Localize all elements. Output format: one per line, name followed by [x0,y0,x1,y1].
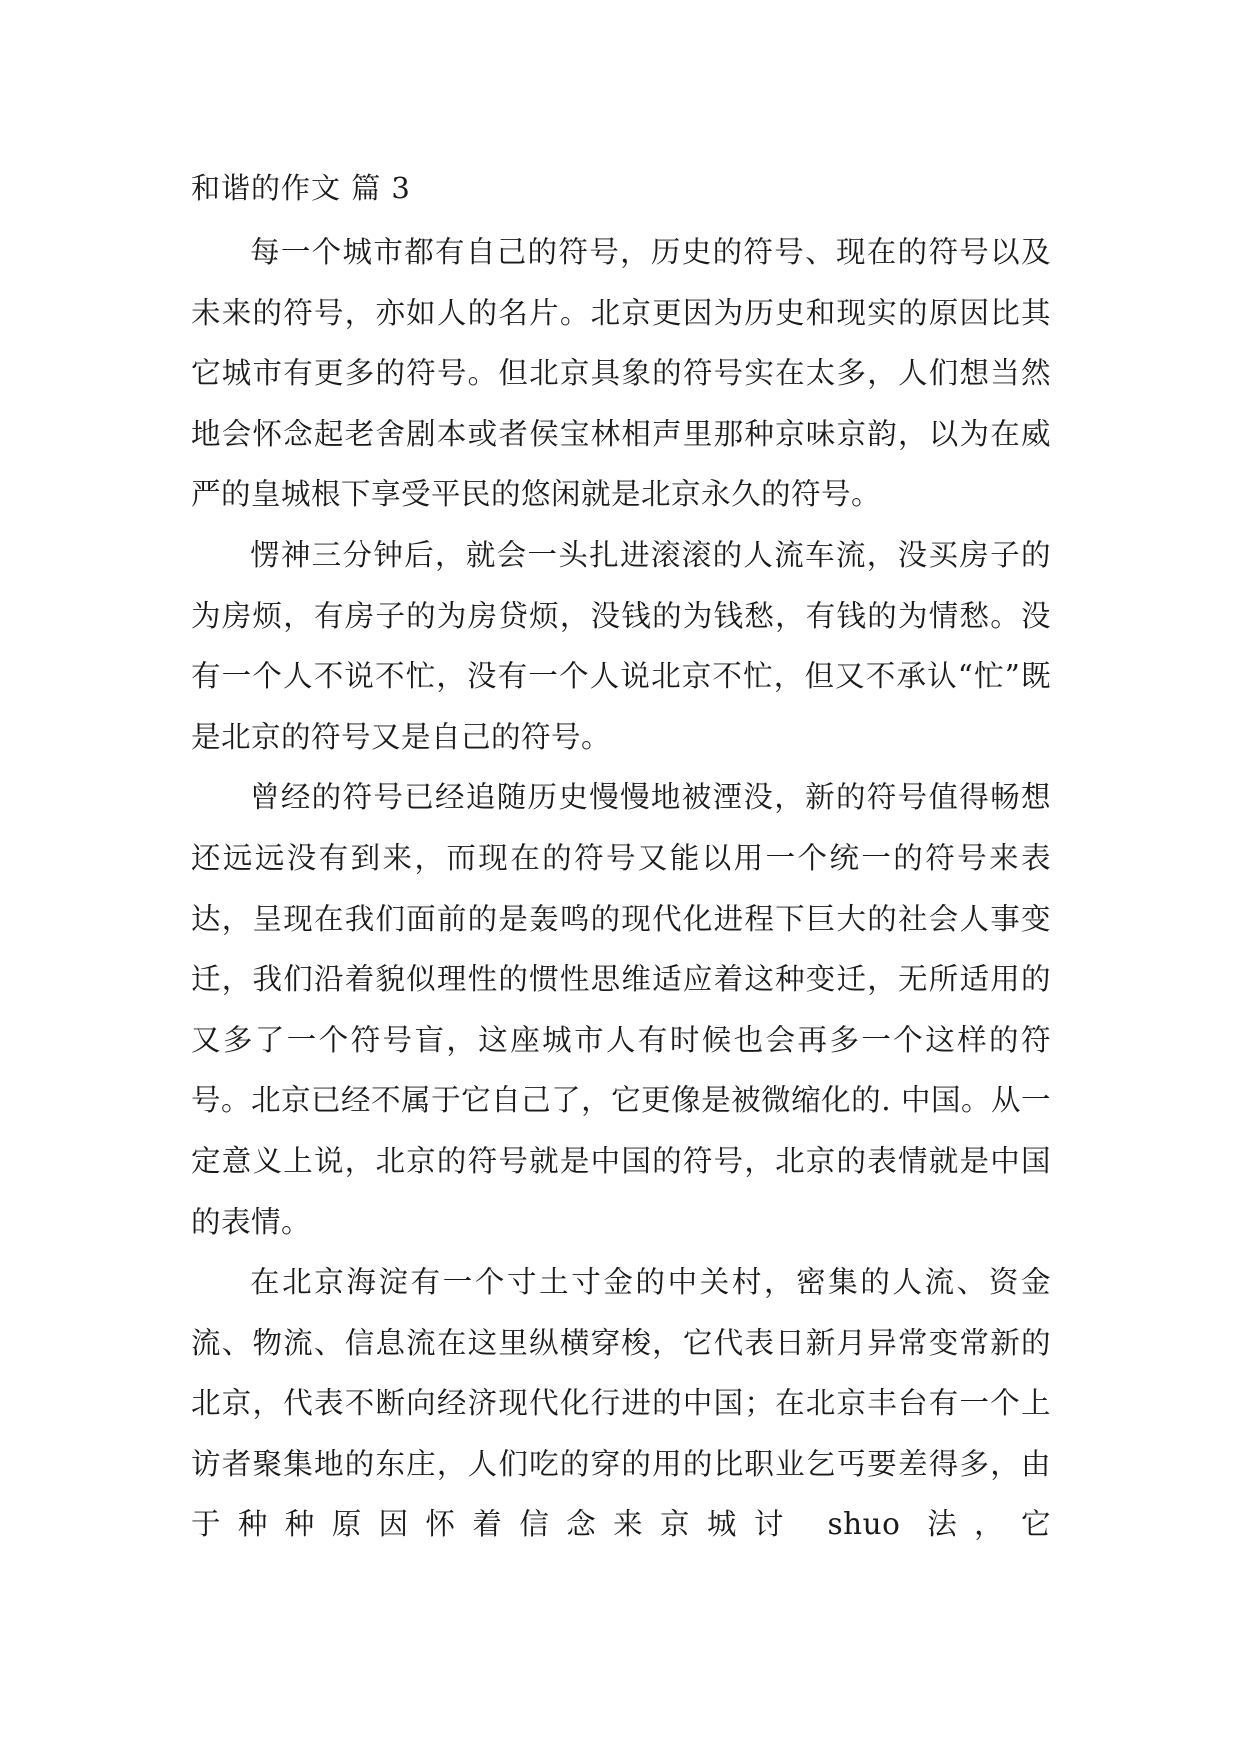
paragraph-4: 在北京海淀有一个寸土寸金的中关村，密集的人流、资金流、物流、信息流在这里纵横穿梭，它代表日新月异常变常新的北京，代表不断向经济现代化行进的中国；在北京丰台有一个上访者聚集地的东庄，人们吃的穿的用的比职业乞丐要差得多，由于种种原因怀着信念来京城讨 shuo 法，它 [191,1265,1051,1542]
document-title: 和谐的作文 篇 3 [191,171,411,205]
document-body [191,160,1051,1555]
paragraph-2: 愣神三分钟后，就会一头扎进滚滚的人流车流，没买房子的为房烦，有房子的为房贷烦，没钱的为钱愁，有钱的为情愁。没有一个人不说不忙，没有一个人说北京不忙，但又不承认“忙”既是北京的符号又是自己的符号。 [191,537,1051,754]
paragraph-3: 曾经的符号已经追随历史慢慢地被湮没，新的符号值得畅想还远远没有到来，而现在的符号又能以用一个统一的符号来表达，呈现在我们面前的是轰鸣的现代化进程下巨大的社会人事变迁，我们沿着貌似理性的惯性思维适应着这种变迁，无所适用的又多了一个符号盲，这座城市人有时候也会再多一个这样的符号。北京已经不属于它自己了，它更像是被微缩化的. 中国。从一定意义上说，北京的符号就是中国的符号，北京的表情就是中国的表情。 [191,780,1051,1239]
paragraph-1: 每一个城市都有自己的符号，历史的符号、现在的符号以及未来的符号，亦如人的名片。北京更因为历史和现实的原因比其它城市有更多的符号。但北京具象的符号实在太多，人们想当然地会怀念起老舍剧本或者侯宝林相声里那种京味京韵，以为在威严的皇城根下享受平民的悠闲就是北京永久的符号。 [191,235,1051,512]
